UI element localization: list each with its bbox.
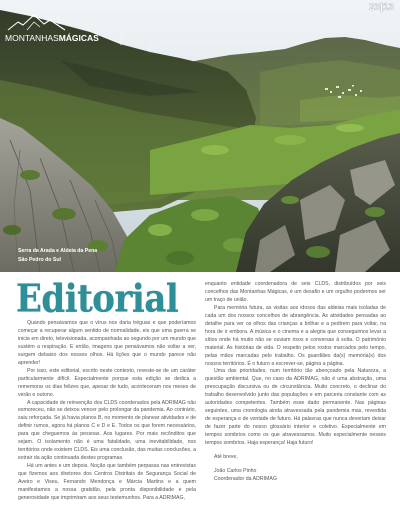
signoff: Até breve, xyxy=(214,454,238,461)
text-column-right xyxy=(205,281,386,484)
magazine-name-part2: MÁGICAS xyxy=(58,33,99,43)
editorial-title: Editorial xyxy=(16,276,179,322)
magazine-name xyxy=(5,33,99,43)
mountain-logo-icon xyxy=(7,13,67,31)
author-role: Coordenador da ADRIMAG xyxy=(214,475,277,482)
paragraph: Quando pensávamos que o vírus nos daria tréguas e que poderíamos começar a recuperar algum sentido de normalidade, eis que uma guerra se inicia em direto, televisionada, acompanhada ao segundo por um mundo que sustém a respiração. E então, imagens que pensávamos não voltar a ver, surgem debaixo dos nossos olhos. Há lições que o mundo parece não aprender! xyxy=(18,320,196,366)
author-name: João Carlos Pinho xyxy=(214,467,257,474)
magazine-logo xyxy=(5,13,105,47)
paragraph: Por isso, este editorial, escrito neste contexto, reveste-se de um caráter particularmente difícil. Especialmente porque esta edição se dedica a rememorar os dias felizes que, apesar de tudo, aconteceram nos meses de verão e outono. xyxy=(18,367,196,398)
magazine-name-part1: MONTANHAS xyxy=(5,33,59,43)
paragraph: A capacidade de reinvenção dos CLDS coordenados pela ADRIMAG não esmoreceu, não se deixou vencer pelo prolongar da pandemia. Ao contrário, saiu reforçada. Se já havia planos B, no momento de planear atividades e de definir rumos, agora há planos C e D e E. Todos os que forem necessários, para que cheguemos às pessoas. Aos lugares. Por mais recônditos que sejam. O isolamento não é uma fatalidade, uma inevitabilidade, nos territórios onde existem CLDS. Eis uma conclusão, das muitas conclusões, a extrair da ação continuada destes programas. xyxy=(18,399,196,462)
paragraph: enquanto entidade coordenadora de seis CLDS, distribuídos por seis concelhos das Montanhas Mágicas, é um desafio e um orgulho podermos ser um traço de união. xyxy=(205,281,386,303)
photo-caption-location: Serra da Arada e Aldeia da Pena xyxy=(18,248,98,254)
photo-caption-municipality: São Pedro do Sul xyxy=(18,257,61,263)
paragraph: Uma das prioridades, num território tão abençoado pela Natureza, a questão ambiental. Que, no caso da ADRIMAG, não é uma abstração, uma preocupação discursiva ou de circunstância. Muito concreto, o declinar do trabalho desenvolvido junto das populações e em parceria constante com as autoridades competentes. Também esse dado permanente. Nas páginas seguintes, uma cronologia ainda atravessada pela pandemia mas, revestida de esperança e de vontade de futuro. Há palavras que nunca deveriam deixar de fazer parte do nosso glossário interior e coletivo. Especialmente em tempos sombrios como os que atravessamos. Muito especialmente nesses tempos sombrios. Haja esperança! Haja futuro! xyxy=(205,368,386,447)
paragraph: Para memória futura, as visitas aos idosos das aldeias mais isoladas de cada um dos nossos concelhos de abrangência. As atividades pensadas ao detalhe para ver os olhos das crianças a brilhar e a pedirem para voltar, na hora de ir embora. A música e o cinema e a alegria que conseguimos levar a sítios onde há muito não se ouviam risos e conversas à solta. O património material. As histórias de vida. O respeito pelos rostos marcados pelo tempo, pelas mãos marcadas pelo trabalho. Os guardiães da(s) memória(s) dos nossos territórios. É o futuro a escrever-se, página a página. xyxy=(205,304,386,367)
issue-badge: 23|13 xyxy=(368,2,394,13)
text-column-left xyxy=(18,320,196,503)
paragraph: Há um antes e um depois. Noção que também perpassa nas entrevistas que fizemos aos diretores dos Centros Distritais de Segurança Social de Aveiro e Viseu, Fernando Mendonça e Márcia Martins e a quem manifestamos a nossa gratidão, pela pronta disponibilidade e pela generosidade que imprimiram aos seus testemunhos. Para a ADRIMAG, xyxy=(18,463,196,501)
